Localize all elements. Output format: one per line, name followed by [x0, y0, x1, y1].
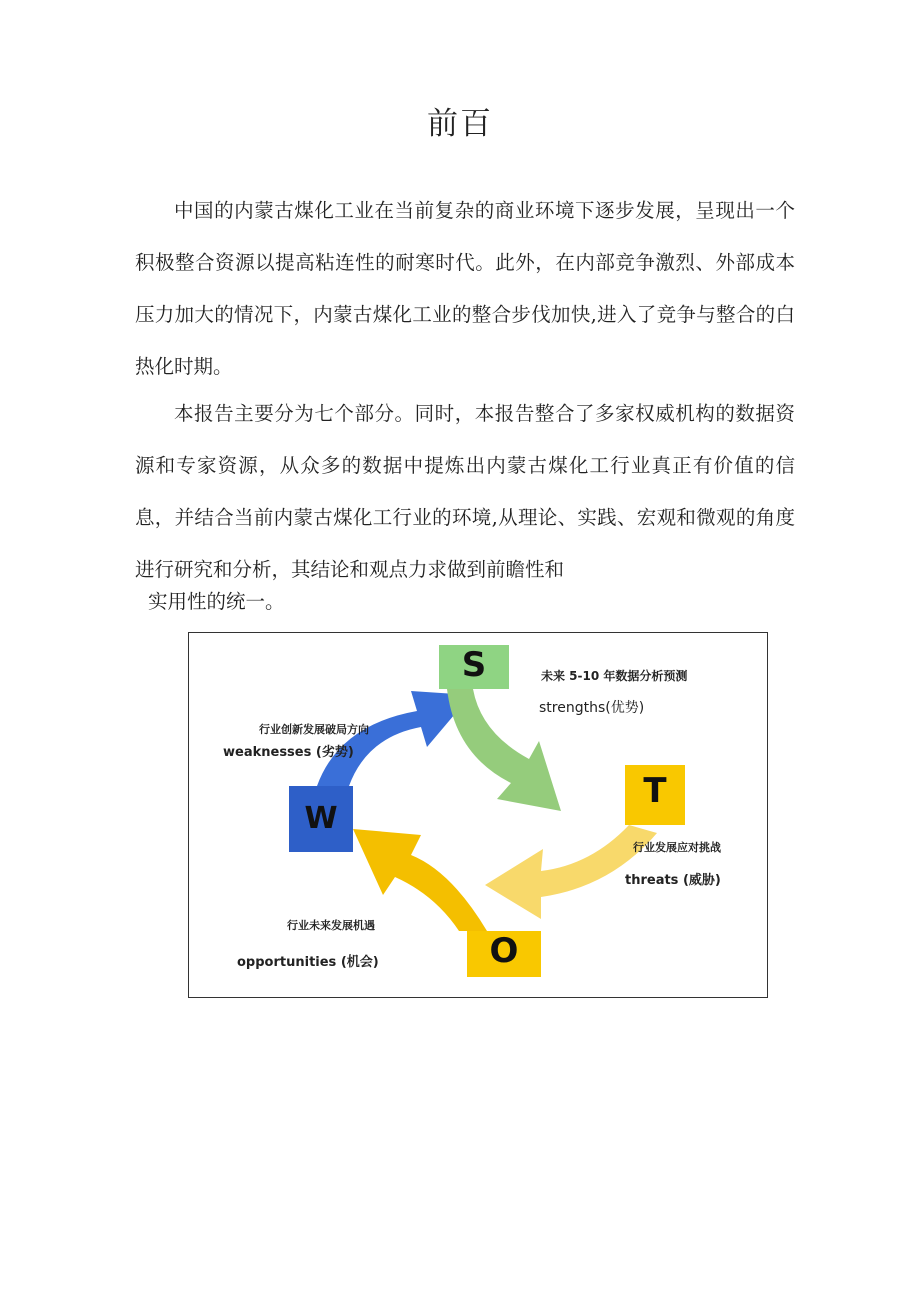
- letter-s: S: [461, 645, 487, 685]
- swot-diagram: [188, 632, 768, 998]
- o-label-cn: 行业未来发展机遇: [287, 919, 375, 932]
- t-label-en: threats (威胁): [625, 873, 721, 888]
- letter-w: W: [304, 801, 338, 836]
- intro-paragraph-1: 中国的内蒙古煤化工业在当前复杂的商业环境下逐步发展，呈现出一个积极整合资源以提高粘连性的耐寒时代。此外，在内部竞争激烈、外部成本压力加大的情况下，内蒙古煤化工业的整合步伐加快,进入了竞争与整合的白热化时期。: [135, 199, 795, 378]
- letter-o: O: [489, 931, 519, 971]
- page-title: 前百: [427, 106, 493, 142]
- w-label-en: weaknesses (劣势): [223, 745, 354, 760]
- swot-cycle-graphic: [189, 633, 769, 999]
- yellow-arrow: [353, 829, 487, 931]
- blue-arrow: [317, 691, 471, 786]
- s-label-cn: 未来 5-10 年数据分析预测: [541, 669, 688, 683]
- s-label-en: strengths(优势): [539, 700, 645, 716]
- closing-line: 实用性的统一。: [148, 590, 285, 613]
- o-label-en: opportunities (机会): [237, 955, 379, 970]
- intro-paragraph-2: 本报告主要分为七个部分。同时，本报告整合了多家权威机构的数据资源和专家资源，从众多的数据中提炼出内蒙古煤化工行业真正有价值的信息，并结合当前内蒙古煤化工行业的环境,从理论、实践、宏观和微观的角度进行研究和分析，其结论和观点力求做到前瞻性和: [135, 402, 795, 581]
- w-label-cn: 行业创新发展破局方向: [259, 723, 369, 736]
- t-label-cn: 行业发展应对挑战: [633, 841, 721, 854]
- letter-t: T: [643, 771, 667, 811]
